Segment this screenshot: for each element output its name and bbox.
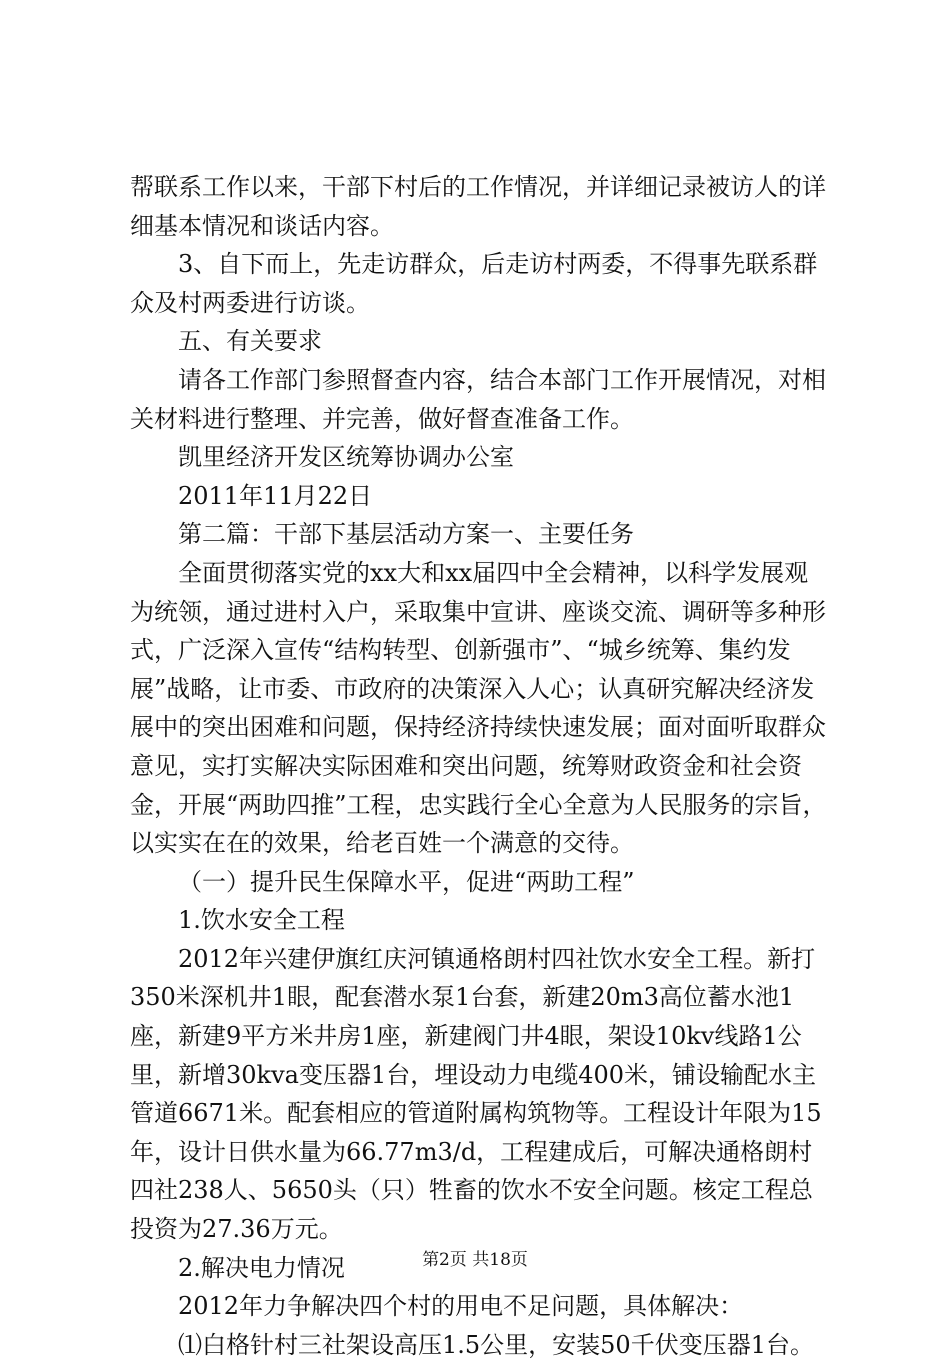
item-heading-water: 1.饮水安全工程 [178,906,345,935]
document-body [130,168,830,1364]
signature-office: 凯里经济开发区统筹协调办公室 [178,443,514,472]
paragraph-item-3: 3、自下而上，先走访群众，后走访村两委，不得事先联系群众及村两委进行访谈。 [130,250,818,317]
paragraph-electricity-intro: 2012年力争解决四个村的用电不足问题，具体解决： [178,1292,744,1321]
chapter-heading: 第二篇：干部下基层活动方案一、主要任务 [178,520,634,549]
paragraph-main-task: 全面贯彻落实党的xx大和xx届四中全会精神，以科学发展观为统领，通过进村入户，采取集中宣讲、座谈交流、调研等多种形式，广泛深入宣传“结构转型、创新强市”、“城乡统筹、集约发展”战略，让市委、市政府的决策深入人心；认真研究解决经济发展中的突出困难和问题，保持经济持续快速发展；面对面听取群众意见，实打实解决实际困难和突出问题，统筹财政资金和社会资金，开展“两助四推”工程，忠实践行全心全意为人民服务的宗旨，以实实在在的效果，给老百姓一个满意的交待。 [130,558,827,858]
paragraph-continuation: 帮联系工作以来，干部下村后的工作情况，并详细记录被访人的详细基本情况和谈话内容。 [130,173,826,240]
signature-date: 2011年11月22日 [178,481,373,510]
item-heading-electricity: 2.解决电力情况 [178,1253,345,1282]
paragraph-water-project: 2012年兴建伊旗红庆河镇通格朗村四社饮水安全工程。新打350米深机井1眼，配套潜水泵1台套，新建20m3高位蓄水池1座，新建9平方米井房1座，新建阀门井4眼，架设10kv线路1公里，新增30kva变压器1台，埋设动力电缆400米，铺设输配水主管道6671米。配套相应的管道附属构筑物等。工程设计年限为15年，设计日供水量为66.77m3/d，工程建成后，可解决通格朗村四社238人、5650头（只）牲畜的饮水不安全问题。核定工程总投资为27.36万元。 [130,944,822,1244]
paragraph-electricity-item-1: ⑴白格针村三社架设高压1.5公里，安装50千伏变压器1台。 [178,1330,814,1359]
subsection-heading-livelihood: （一）提升民生保障水平，促进“两助工程” [178,867,635,896]
paragraph-requirements: 请各工作部门参照督查内容，结合本部门工作开展情况，对相关材料进行整理、并完善，做好督查准备工作。 [130,365,826,433]
section-heading-requirements: 五、有关要求 [178,327,322,356]
page-footer: 第2页 共18页 [422,1250,528,1270]
